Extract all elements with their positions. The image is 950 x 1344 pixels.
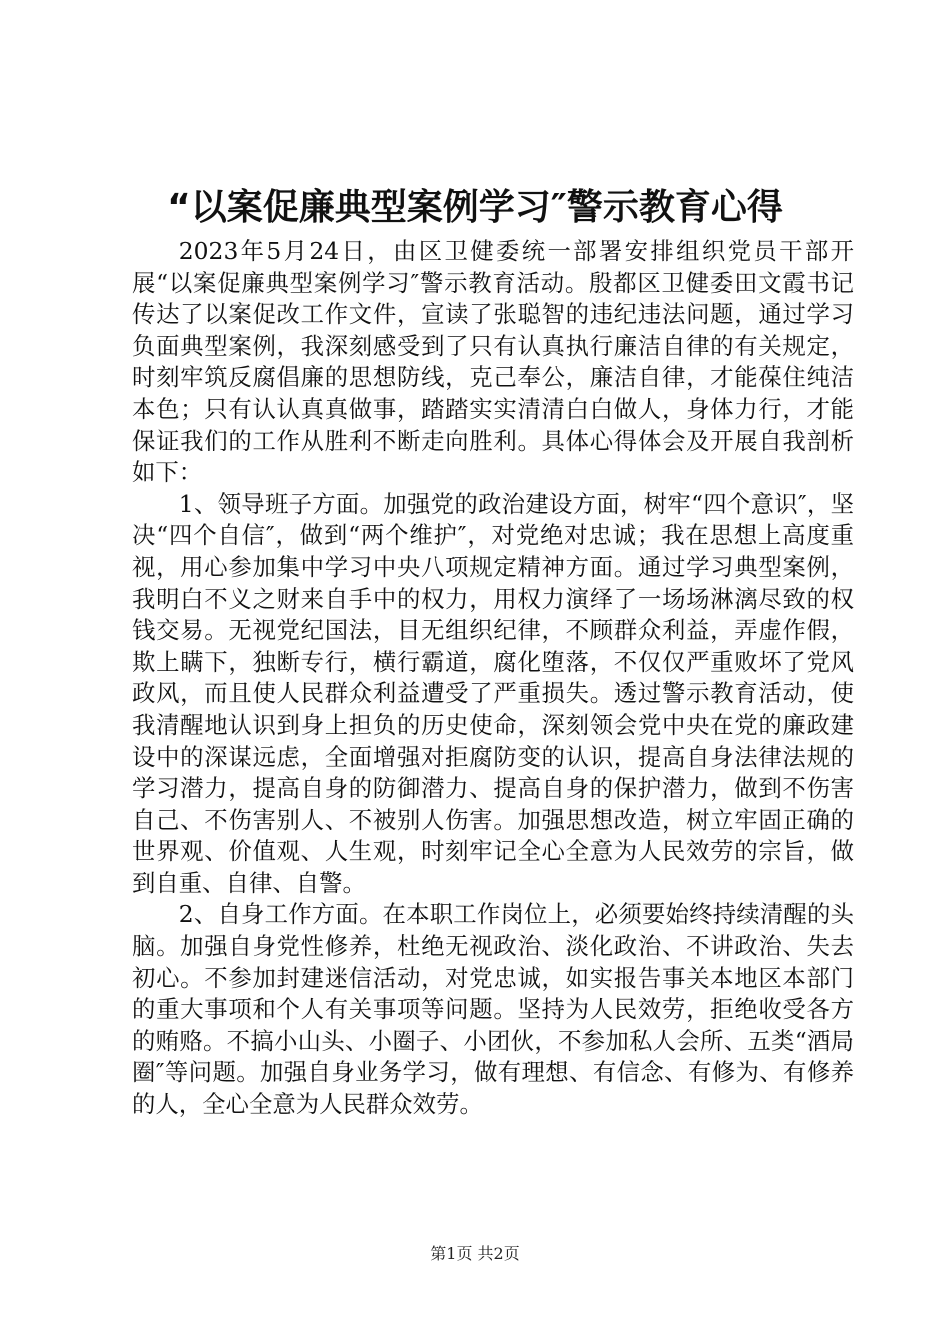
paragraph-intro: 2023年5月24日，由区卫健委统一部署安排组织党员干部开展“以案促廉典型案例学习″警示教育活动。殷都区卫健委田文霞书记传达了以案促改工作文件，宣读了张聪智的违纪违法问题，通过学习负面典型案例，我深刻感受到了只有认真执行廉洁自律的有关规定，时刻牢筑反腐倡廉的思想防线，克己奉公，廉洁自律，才能葆住纯洁本色；只有认认真真做事，踏踏实实清清白白做人，身体力行，才能保证我们的工作从胜利不断走向胜利。具体心得体会及开展自我剖析如下： [132,237,854,487]
document-body [132,236,854,1121]
paragraph-self-work: 2、自身工作方面。在本职工作岗位上，必须要始终持续清醒的头脑。加强自身党性修养，杜绝无视政治、淡化政治、不讲政治、失去初心。不参加封建迷信活动，对党忠诚，如实报告事关本地区本部门的重大事项和个人有关事项等问题。坚持为人民效劳，拒绝收受各方的贿赂。不搞小山头、小圈子、小团伙，不参加私人会所、五类“酒局圈″等问题。加强自身业务学习，做有理想、有信念、有修为、有修养的人，全心全意为人民群众效劳。 [132,900,854,1119]
paragraph-leadership: 1、领导班子方面。加强党的政治建设方面，树牢“四个意识″，坚决“四个自信″，做到“两个维护″，对党绝对忠诚；我在思想上高度重视，用心参加集中学习中央八项规定精神方面。通过学习典型案例，我明白不义之财来自手中的权力，用权力演绎了一场场淋漓尽致的权钱交易。无视党纪国法，目无组织纪律，不顾群众利益，弄虚作假，欺上瞒下，独断专行，横行霸道，腐化堕落，不仅仅严重败坏了党风政风，而且使人民群众利益遭受了严重损失。透过警示教育活动，使我清醒地认识到身上担负的历史使命，深刻领会党中央在党的廉政建设中的深谋远虑，全面增强对拒腐防变的认识，提高自身法律法规的学习潜力，提高自身的防御潜力、提高自身的保护潜力，做到不伤害自己、不伤害别人、不被别人伤害。加强思想改造，树立牢固正确的世界观、价值观、人生观，时刻牢记全心全意为人民效劳的宗旨，做到自重、自律、自警。 [132,489,854,897]
page-footer: 第1页 共2页 [430,1244,520,1263]
document-title: “以案促廉典型案例学习″警示教育心得 [167,187,783,228]
